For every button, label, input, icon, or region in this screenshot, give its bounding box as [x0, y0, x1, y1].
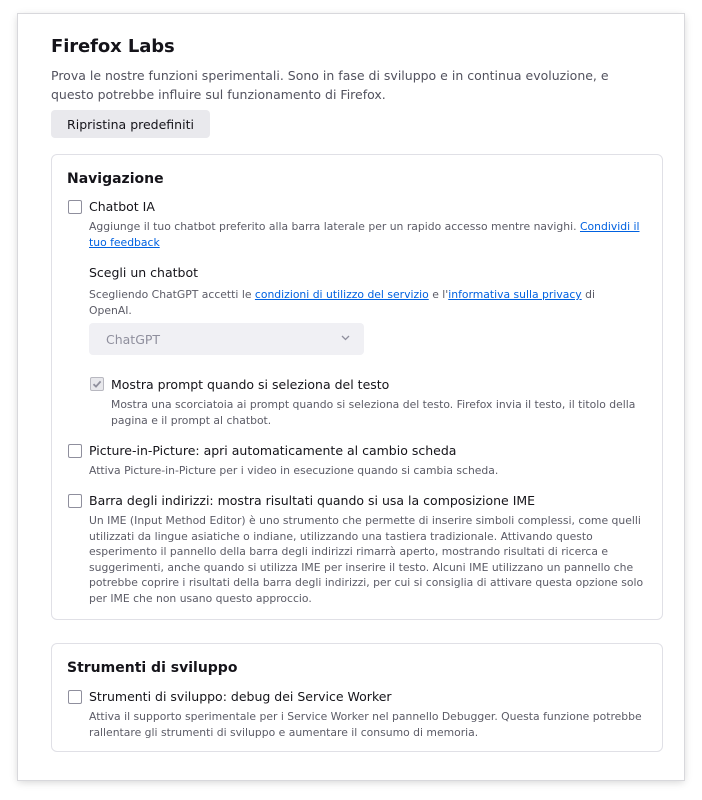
chatbot-select-value: ChatGPT	[106, 332, 161, 347]
chatbot-ai-checkbox[interactable]	[68, 200, 82, 214]
choose-chatbot-heading: Scegli un chatbot	[89, 265, 199, 280]
navigation-heading: Navigazione	[67, 171, 164, 187]
navigation-section	[51, 154, 663, 620]
ime-label: Barra degli indirizzi: mostra risultati quando si usa la composizione IME	[89, 493, 536, 508]
ime-checkbox[interactable]	[68, 494, 82, 508]
devtools-section	[51, 643, 663, 752]
service-worker-debug-checkbox[interactable]	[68, 690, 82, 704]
page-description: Prova le nostre funzioni sperimentali. Sono in fase di sviluppo e in continua evoluzione, e questo potrebbe influire sul funzionamento di Firefox.	[51, 68, 609, 102]
pip-label: Picture-in-Picture: apri automaticamente al cambio scheda	[89, 443, 457, 458]
pip-checkbox[interactable]	[68, 444, 82, 458]
show-prompts-checkbox[interactable]	[90, 377, 104, 391]
show-prompts-label: Mostra prompt quando si seleziona del testo	[111, 377, 390, 392]
show-prompts-help: Mostra una scorciatoia ai prompt quando si seleziona del testo. Firefox invia il testo, il titolo della pagina e il prompt al chatbot.	[111, 398, 636, 427]
checkmark-icon	[92, 379, 102, 389]
chatbot-select[interactable]	[89, 323, 364, 355]
service-worker-debug-help: Attiva il supporto sperimentale per i Service Worker nel pannello Debugger. Questa funzione potrebbe rallentare gli strumenti di sviluppo e aumentare il consumo di memoria.	[89, 710, 642, 739]
page-title: Firefox Labs	[51, 36, 175, 57]
chatbot-ai-label: Chatbot IA	[89, 199, 155, 214]
restore-defaults-button[interactable]: Ripristina predefiniti	[51, 110, 210, 138]
share-feedback-link[interactable]: Condividi il tuo feedback	[89, 220, 640, 249]
service-worker-debug-label: Strumenti di sviluppo: debug dei Service Worker	[89, 689, 392, 704]
ime-help: Un IME (Input Method Editor) è uno strumento che permette di inserire simboli complessi, come quelli utilizzati da lingue asiatiche o indiane, utilizzando una tastiera tradizionale. Attivando questo esperimento il pannello della barra degli indirizzi rimarrà aperto, mostrando risultati di ricerca e suggerimenti, anche quando si utilizza IME per inserire il testo. Alcuni IME utilizzano un pannello che potrebbe coprire i risultati della barra degli indirizzi, per cui si consiglia di attivare questa opzione solo per IME che non usano questo approccio.	[89, 514, 644, 605]
chevron-down-icon	[341, 335, 350, 341]
choose-chatbot-text: Scegliendo ChatGPT accetti le condizioni di utilizzo del servizio e l'informativa sulla privacy di OpenAI.	[89, 288, 595, 317]
devtools-heading: Strumenti di sviluppo	[67, 660, 238, 676]
privacy-policy-link[interactable]: informativa sulla privacy	[448, 288, 582, 301]
chatbot-ai-help: Aggiunge il tuo chatbot preferito alla barra laterale per un rapido accesso mentre navighi. Condividi il tuo feedback	[89, 220, 640, 249]
terms-of-service-link[interactable]: condizioni di utilizzo del servizio	[254, 288, 429, 301]
pip-help: Attiva Picture-in-Picture per i video in esecuzione quando si cambia scheda.	[89, 464, 499, 477]
firefox-labs-panel	[18, 14, 684, 780]
